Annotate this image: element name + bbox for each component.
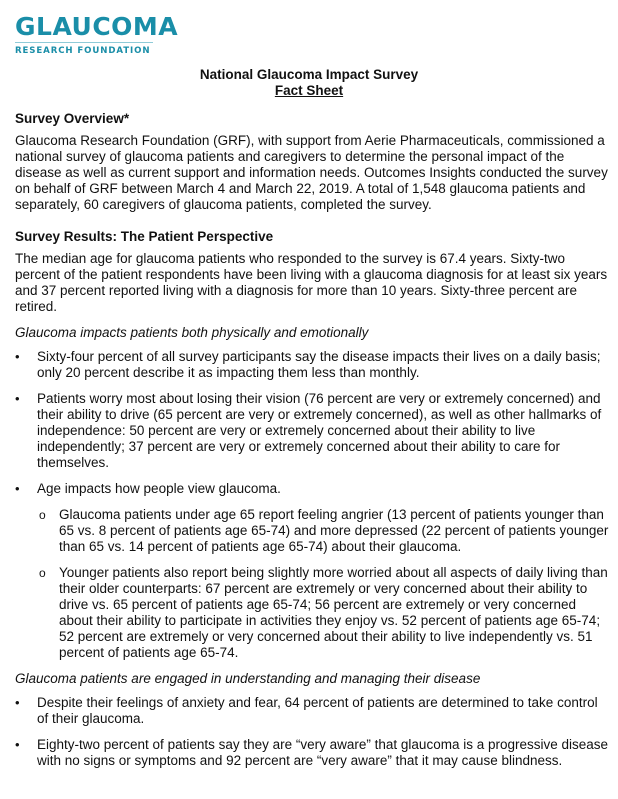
sub-list-item: o Younger patients also report being slightly more worried about all aspects of daily living than their older counterparts: 67 percent are extremely or very concerned about their ability to drive vs. 65 percent of patients age 65-74; 56 percent are extremely or very concerned about their ability to participate in activities they enjoy vs. 52 percent of patients age 65-74; 52 percent are extremely or very concerned about their ability to live independently vs. 51 percent of patients age 65-74. bbox=[15, 565, 610, 661]
results-heading: Survey Results: The Patient Perspective bbox=[15, 229, 274, 244]
document-body bbox=[15, 111, 610, 779]
overview-heading: Survey Overview* bbox=[15, 111, 130, 126]
list-item: • Despite their feelings of anxiety and fear, 64 percent of patients are determined to take control of their glaucoma. bbox=[15, 695, 610, 727]
list-item: • Sixty-four percent of all survey participants say the disease impacts their lives on a daily basis; only 20 percent describe it as impacting them less than monthly. bbox=[15, 349, 610, 381]
logo-wordmark: GLAUCOMA bbox=[15, 12, 179, 41]
logo-subtitle: RESEARCH FOUNDATION bbox=[15, 46, 151, 56]
list-item: • Eighty-two percent of patients say they are “very aware” that glaucoma is a progressive disease with no signs or symptoms and 92 percent are “very aware” that it may cause blindness. bbox=[15, 737, 610, 769]
list-item: • Patients worry most about losing their vision (76 percent are very or extremely concerned) and their ability to drive (65 percent are very or extremely concerned), as well as other hallmarks of independence: 50 percent are very or extremely concerned about their ability to live independently; 37 percent are very or extremely concerned about their ability to care for themselves. bbox=[15, 391, 610, 471]
section1-subheading: Glaucoma impacts patients both physically and emotionally bbox=[15, 325, 369, 340]
document-subtitle: Fact Sheet bbox=[274, 83, 344, 98]
document-header bbox=[0, 67, 618, 99]
overview-paragraph: Glaucoma Research Foundation (GRF), with support from Aerie Pharmaceuticals, commissioned a national survey of glaucoma patients and caregivers to determine the personal impact of the disease as well as current support and information needs. Outcomes Insights conducted the survey on behalf of GRF between March 4 and March 22, 2019. A total of 1,548 glaucoma patients and separately, 60 caregivers of glaucoma patients, completed the survey. bbox=[15, 133, 608, 212]
section2-list bbox=[15, 695, 610, 769]
section2-subheading: Glaucoma patients are engaged in understanding and managing their disease bbox=[15, 671, 481, 686]
document-title: National Glaucoma Impact Survey bbox=[199, 67, 419, 82]
list-item: • Age impacts how people view glaucoma. bbox=[15, 481, 610, 497]
results-intro: The median age for glaucoma patients who responded to the survey is 67.4 years. Sixty-two percent of the patient respondents have been living with a glaucoma diagnosis for at least six years and 37 percent reported living with a diagnosis for more than 10 years. Sixty-three percent are retired. bbox=[15, 251, 608, 314]
logo-divider bbox=[15, 42, 153, 43]
section1-list bbox=[15, 349, 610, 661]
sub-list-item: o Glaucoma patients under age 65 report feeling angrier (13 percent of patients younger than 65 vs. 8 percent of patients age 65-74) and more depressed (22 percent of patients younger than 65 vs. 14 percent of patients age 65-74) about their glaucoma. bbox=[15, 507, 610, 555]
grf-logo bbox=[15, 12, 179, 56]
